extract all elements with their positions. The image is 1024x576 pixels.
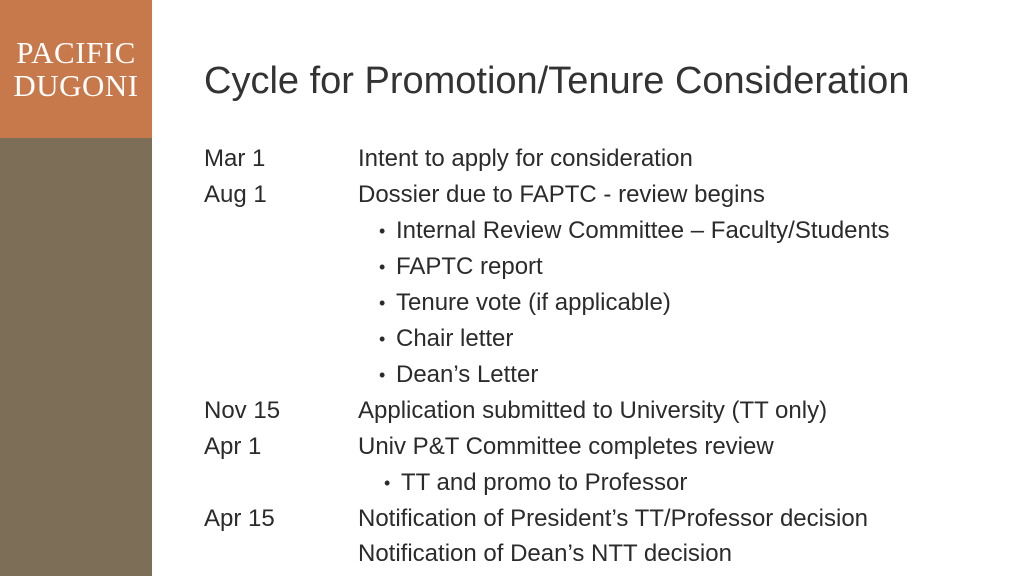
bullet-icon: • — [379, 221, 386, 241]
sub-item-row — [0, 213, 1024, 249]
logo-line-1: PACIFIC — [16, 35, 136, 70]
row-date: Apr 15 — [204, 505, 275, 532]
sub-item-row — [0, 465, 1024, 501]
bullet-icon: • — [379, 257, 386, 277]
row-text: Application submitted to University (TT only) — [358, 397, 828, 424]
timeline-row — [0, 429, 1024, 465]
row-date: Nov 15 — [204, 397, 281, 424]
sub-item-text: Dean’s Letter — [396, 361, 539, 388]
row-text: Dossier due to FAPTC - review begins — [358, 181, 765, 208]
timeline-row — [0, 177, 1024, 213]
pacific-dugoni-logo — [0, 0, 152, 138]
logo-line-2: DUGONI — [13, 68, 139, 103]
sub-item-text: Chair letter — [396, 325, 514, 352]
sub-item-row — [0, 249, 1024, 285]
sub-item-text: Tenure vote (if applicable) — [396, 289, 671, 316]
sub-item-row — [0, 321, 1024, 357]
row-text: Univ P&T Committee completes review — [358, 433, 774, 460]
timeline-row — [0, 141, 1024, 177]
slide-title: Cycle for Promotion/Tenure Consideration — [204, 60, 910, 102]
bullet-icon: • — [384, 473, 391, 493]
timeline-row — [0, 536, 1024, 572]
sub-item-row — [0, 357, 1024, 393]
row-text: Notification of President’s TT/Professor decision — [358, 505, 869, 532]
row-date: Apr 1 — [204, 433, 262, 460]
sub-item-text: Internal Review Committee – Faculty/Students — [396, 217, 890, 244]
row-date: Aug 1 — [204, 181, 267, 208]
sub-item-text: TT and promo to Professor — [401, 469, 688, 496]
row-text: Intent to apply for consideration — [358, 145, 693, 172]
timeline-row — [0, 393, 1024, 429]
bullet-icon: • — [379, 329, 386, 349]
sub-item-row — [0, 285, 1024, 321]
row-text: Notification of Dean’s NTT decision — [358, 540, 732, 567]
timeline-row — [0, 501, 1024, 537]
bullet-icon: • — [379, 293, 386, 313]
bullet-icon: • — [379, 365, 386, 385]
row-date: Mar 1 — [204, 145, 266, 172]
sub-item-text: FAPTC report — [396, 253, 543, 280]
